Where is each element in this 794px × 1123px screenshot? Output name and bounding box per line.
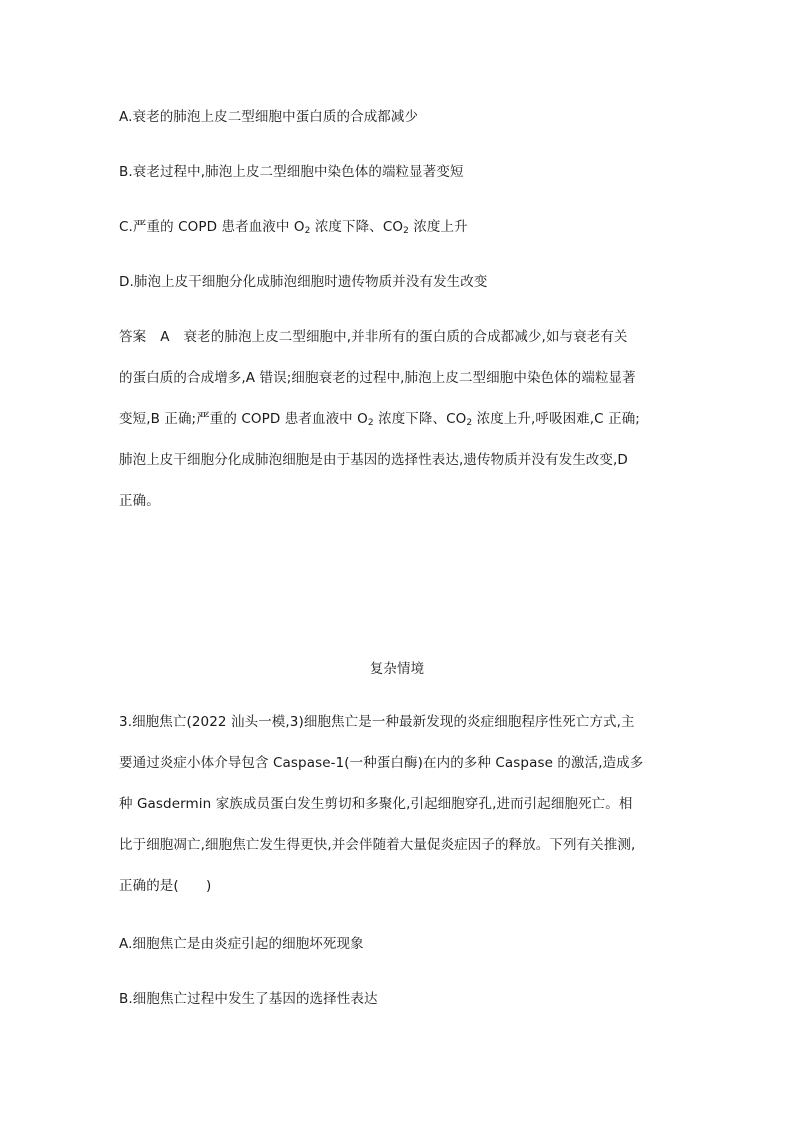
answer-line-1 <box>119 328 694 346</box>
option-b: B.衰老过程中,肺泡上皮二型细胞中染色体的端粒显著变短 <box>119 164 464 180</box>
answer-line-5: 正确。 <box>119 493 160 509</box>
question-3-line-1: 3.细胞焦亡(2022 汕头一模,3)细胞焦亡是一种最新发现的炎症细胞程序性死亡方式,主 <box>119 714 635 730</box>
answer-line-3-text-1: 变短,B 正确;严重的 COPD 患者血液中 O <box>119 411 368 427</box>
answer-line-3-text-3: 浓度上升,呼吸困难,C 正确; <box>472 411 640 427</box>
option-c-text-3: 浓度上升 <box>408 219 468 235</box>
answer-line-3-text-2: 浓度下降、CO <box>373 411 467 427</box>
section-title: 复杂情境 <box>369 661 425 677</box>
option-c-text-1: C.严重的 COPD 患者血液中 O <box>119 219 305 235</box>
subscript-2: 2 <box>367 418 374 428</box>
option-d: D.肺泡上皮干细胞分化成肺泡细胞时遗传物质并没有发生改变 <box>119 274 488 290</box>
option-c-text-2: 浓度下降、CO <box>310 219 404 235</box>
question-3-line-4: 比于细胞凋亡,细胞焦亡发生得更快,并会伴随着大量促炎症因子的释放。下列有关推测, <box>119 837 636 853</box>
subscript-2: 2 <box>466 418 473 428</box>
question-3-line-3: 种 Gasdermin 家族成员蛋白发生剪切和多聚化,引起细胞穿孔,进而引起细胞死亡。相 <box>119 796 633 812</box>
option-a: A.衰老的肺泡上皮二型细胞中蛋白质的合成都减少 <box>119 109 419 125</box>
subscript-2: 2 <box>304 226 311 236</box>
answer-text-1: 衰老的肺泡上皮二型细胞中,并非所有的蛋白质的合成都减少,如与衰老有关 <box>183 329 628 345</box>
question-3-line-2: 要通过炎症小体介导包含 Caspase-1(一种蛋白酶)在内的多种 Caspase 的激活,造成多 <box>119 755 644 771</box>
question-3-option-b: B.细胞焦亡过程中发生了基因的选择性表达 <box>119 991 378 1007</box>
question-3-line-5: 正确的是( ) <box>119 878 212 894</box>
answer-line-4: 肺泡上皮干细胞分化成肺泡细胞是由于基因的选择性表达,遗传物质并没有发生改变,D <box>119 452 628 468</box>
answer-choice: A <box>160 329 170 345</box>
question-3-option-a: A.细胞焦亡是由炎症引起的细胞坏死现象 <box>119 936 364 952</box>
answer-line-2: 的蛋白质的合成增多,A 错误;细胞衰老的过程中,肺泡上皮二型细胞中染色体的端粒显著 <box>119 370 636 386</box>
subscript-2: 2 <box>403 226 409 236</box>
option-c <box>119 218 694 236</box>
answer-line-3 <box>119 410 694 428</box>
answer-label: 答案 <box>119 329 147 345</box>
